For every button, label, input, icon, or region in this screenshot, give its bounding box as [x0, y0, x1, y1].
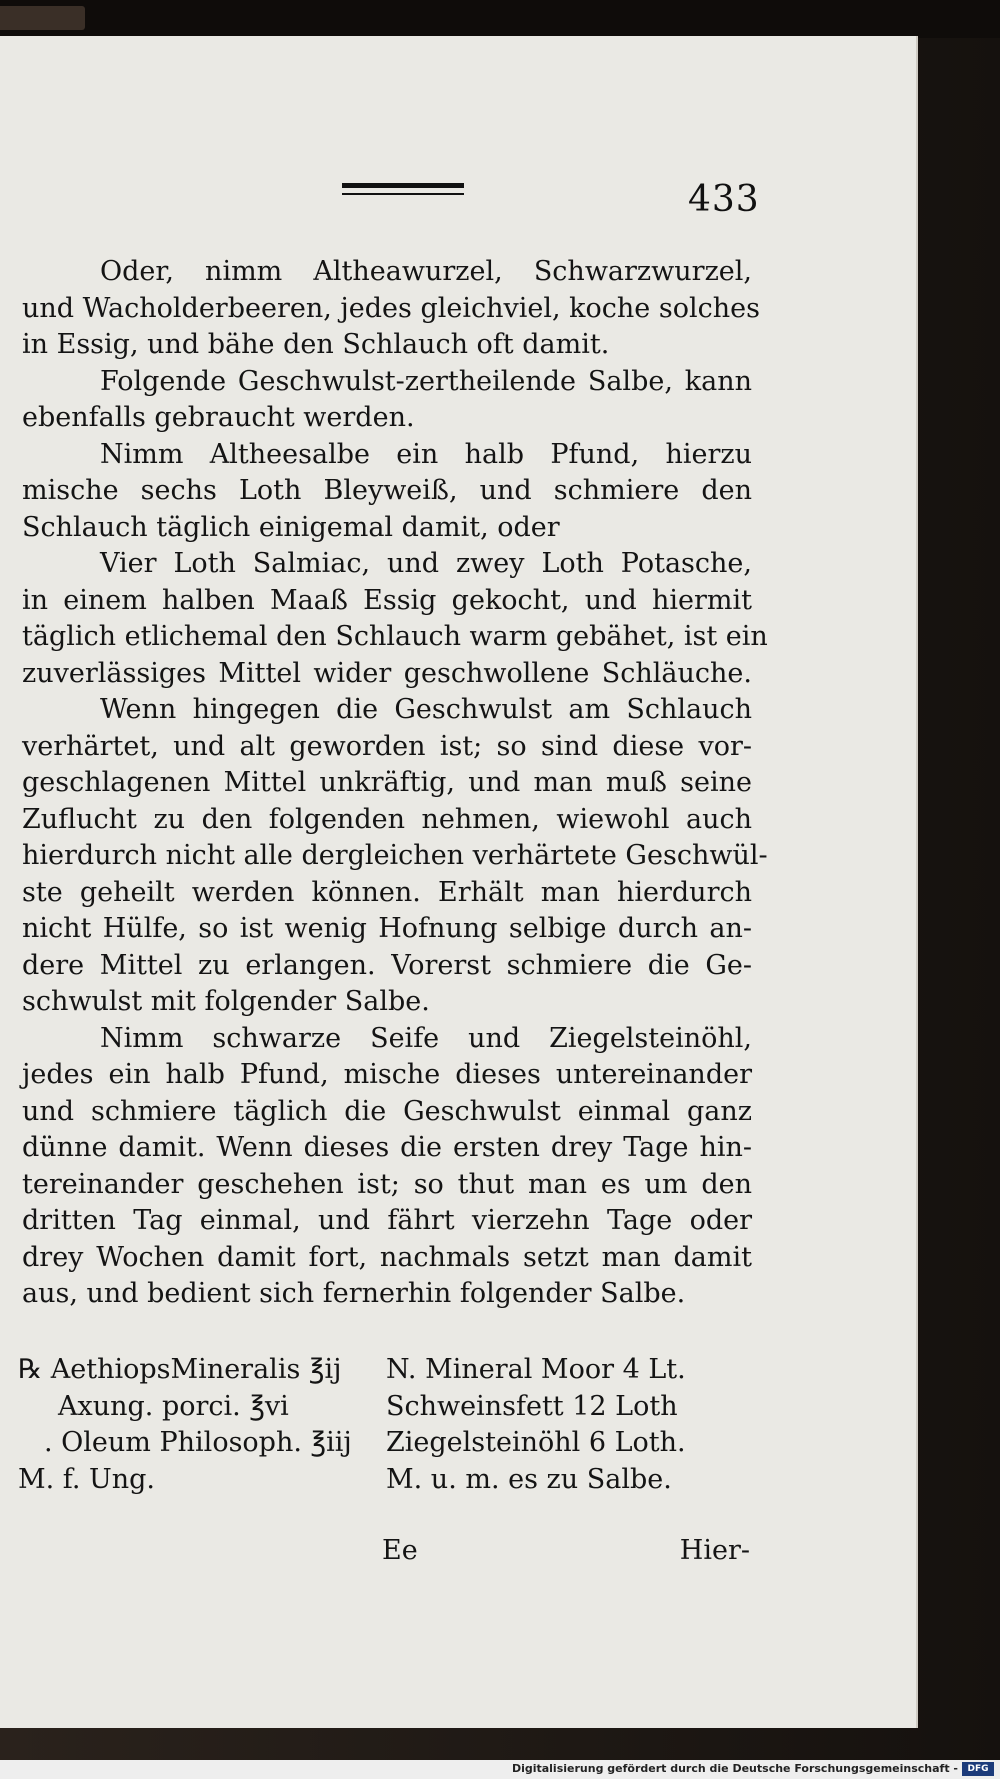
body-text — [22, 254, 768, 1313]
scan-top-edge — [0, 0, 1000, 38]
text-line: verhärtet, und alt geworden ist; so sind diese vor- — [22, 730, 752, 762]
page-number: 433 — [688, 179, 760, 220]
text-line: Folgende Geschwulst-zertheilende Salbe, kann — [100, 365, 752, 397]
text-line: drey Wochen damit fort, nachmals setzt man damit — [22, 1241, 752, 1273]
header-rule-thin — [342, 193, 464, 195]
credit-bar — [0, 1760, 1000, 1779]
text-line: in Essig, und bähe den Schlauch oft damit. — [22, 329, 610, 360]
recipe-german: Ziegelsteinöhl 6 Loth. — [386, 1427, 686, 1458]
credit-text: Digitalisierung gefördert durch die Deutsche Forschungsgemeinschaft - — [511, 1762, 958, 1775]
text-line: und Wacholderbeeren, jedes gleichviel, koche solches — [22, 292, 760, 324]
text-line: Nimm schwarze Seife und Ziegelsteinöhl, — [100, 1022, 752, 1054]
header-rule-thick — [342, 183, 464, 188]
text-line: ebenfalls gebraucht werden. — [22, 402, 415, 433]
recipe-german: M. u. m. es zu Salbe. — [386, 1463, 672, 1495]
recipe-row — [18, 1462, 758, 1499]
recipe-row — [18, 1352, 758, 1389]
text-line: zuverlässiges Mittel wider geschwollene Schläuche. — [22, 657, 752, 689]
text-line: schwulst mit folgender Salbe. — [22, 986, 430, 1017]
text-line: hierdurch nicht alle dergleichen verhärtete Geschwül- — [22, 840, 768, 871]
text-line: Schlauch täglich einigemal damit, oder — [22, 511, 560, 543]
recipe-table — [18, 1352, 758, 1498]
text-line: dere Mittel zu erlangen. Vorerst schmiere die Ge- — [22, 949, 752, 981]
book-page — [0, 36, 918, 1728]
text-line: in einem halben Maaß Essig gekocht, und hiermit — [22, 584, 752, 616]
text-line: täglich etlichemal den Schlauch warm gebähet, ist ein — [22, 621, 768, 652]
footer-line — [20, 1533, 750, 1570]
text-line: geschlagenen Mittel unkräftig, und man muß seine — [22, 767, 752, 798]
text-line: jedes ein halb Pfund, mische dieses untereinander — [22, 1059, 752, 1090]
recipe-german: Schweinsfett 12 Loth — [386, 1390, 678, 1422]
recipe-latin: . Oleum Philosoph. ℥iij — [44, 1427, 352, 1458]
recipe-latin: Axung. porci. ℥vi — [58, 1390, 289, 1422]
text-line: und schmiere täglich die Geschwulst einmal ganz — [22, 1095, 752, 1127]
recipe-row — [18, 1389, 758, 1426]
dfg-logo: DFG — [962, 1762, 994, 1776]
signature-mark: Ee — [382, 1535, 418, 1566]
text-line: Vier Loth Salmiac, und zwey Loth Potasche, — [100, 548, 752, 579]
text-line: Wenn hingegen die Geschwulst am Schlauch — [100, 694, 752, 725]
text-line: mische sechs Loth Bleyweiß, und schmiere den — [22, 475, 752, 506]
recipe-row — [18, 1425, 758, 1462]
recipe-latin: M. f. Ung. — [18, 1463, 156, 1495]
recipe-german: N. Mineral Moor 4 Lt. — [386, 1354, 686, 1385]
text-line: Oder, nimm Altheawurzel, Schwarzwurzel, — [100, 256, 752, 287]
text-line: nicht Hülfe, so ist wenig Hofnung selbige durch an- — [22, 913, 752, 944]
text-line: tereinander geschehen ist; so thut man es um den — [22, 1168, 752, 1200]
catchword: Hier- — [679, 1535, 750, 1566]
book-cover-tab — [0, 6, 85, 30]
text-line: dünne damit. Wenn dieses die ersten drey Tage hin- — [22, 1132, 752, 1163]
text-line: dritten Tag einmal, und fährt vierzehn Tage oder — [22, 1205, 752, 1236]
text-line: Zuflucht zu den folgenden nehmen, wiewohl auch — [22, 803, 752, 835]
text-line: ste geheilt werden können. Erhält man hierdurch — [22, 876, 752, 908]
recipe-latin: ℞ AethiopsMineralis ℥ij — [18, 1354, 342, 1385]
text-line: aus, und bedient sich fernerhin folgender Salbe. — [22, 1278, 686, 1309]
text-line: Nimm Altheesalbe ein halb Pfund, hierzu — [100, 438, 752, 470]
